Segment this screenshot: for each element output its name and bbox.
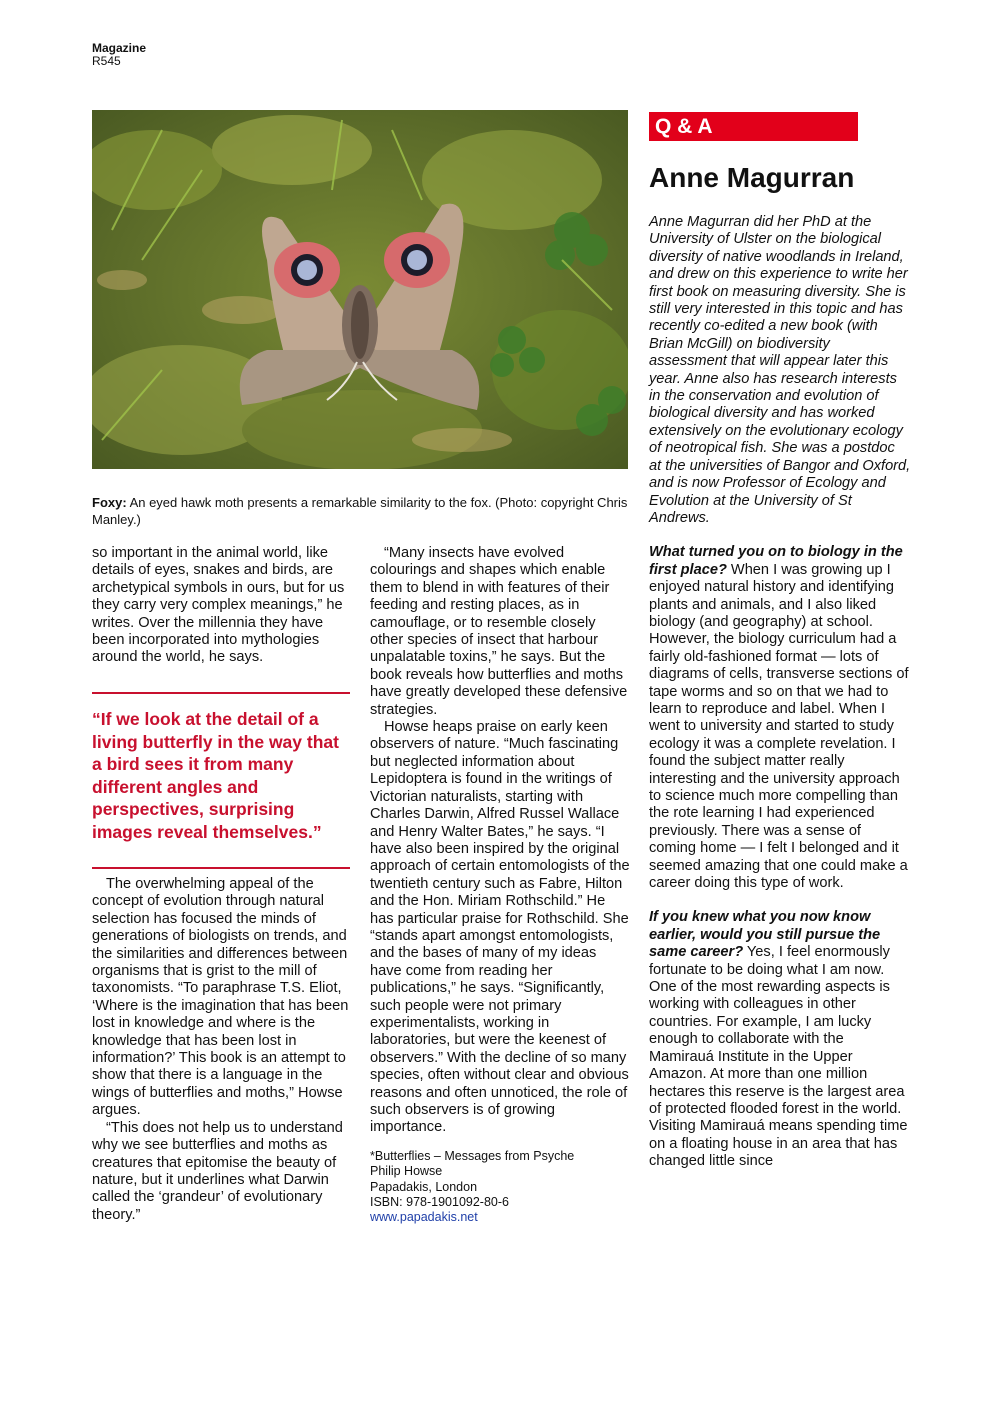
book-isbn: ISBN: 978-1901092-80-6 bbox=[370, 1195, 509, 1210]
book-url-link[interactable]: www.papadakis.net bbox=[370, 1210, 478, 1225]
pull-quote bbox=[92, 692, 350, 869]
book-publisher: Papadakis, London bbox=[370, 1179, 478, 1194]
caption-lead: Foxy: bbox=[92, 495, 127, 510]
page-header bbox=[92, 42, 146, 68]
photo-caption bbox=[92, 494, 637, 528]
question-2: If you knew what you now know earlier, would you still pursue the same career? bbox=[649, 909, 881, 961]
moth-photo bbox=[92, 110, 628, 469]
book-title: *Butterflies – Messages from Psyche bbox=[370, 1148, 575, 1163]
qa-pair-1 bbox=[649, 544, 911, 892]
caption-text: An eyed hawk moth presents a remarkable similarity to the fox. (Photo: copyright Chris Manley.) bbox=[92, 495, 628, 527]
paragraph: “This does not help us to understand why we see butterflies and moths as creatures that epitomise the beauty of nature, but it underlines what Darwin called the ‘grandeur’ of evolutionary theory.” bbox=[92, 1119, 343, 1223]
article-column-2 bbox=[370, 545, 632, 1226]
paragraph: “Many insects have evolved colourings and shapes which enable them to blend in with features of their feeding and resting places, as in camouflage, or to resemble closely other species of insect that harbour unpalatable toxins,” he says. But the book reveals how butterflies and moths have greatly developed these defensive strategies. bbox=[370, 545, 628, 718]
book-details bbox=[370, 1149, 632, 1226]
paragraph: The overwhelming appeal of the concept of evolution through natural selection has focused the minds of generations of biologists on trends, and the similarities and differences between organisms that is grist to the mill of taxonomists. “To paraphrase T.S. Eliot, ‘Where is the imagination that has been lost in knowledge and where is the knowledge that has been lost in information?’ This book is an attempt to show that there is a language in the wings of butterflies and moths,” Howse argues. bbox=[92, 876, 349, 1119]
article-column-1-bottom bbox=[92, 876, 354, 1224]
article-column-1-top bbox=[92, 545, 354, 667]
qa-pair-2 bbox=[649, 909, 911, 1170]
qa-column bbox=[649, 214, 911, 1171]
paragraph: so important in the animal world, like details of eyes, snakes and birds, are archetypical symbols in ours, but for us they carry very complex meanings,” he writes. Over the millennia they have been incorporated into mythologies around the world, he says. bbox=[92, 545, 345, 666]
page-number: R545 bbox=[92, 54, 121, 68]
question-1: What turned you on to biology in the first place? bbox=[649, 544, 903, 578]
answer-1: When I was growing up I enjoyed natural history and identifying plants and animals, and I also liked biology (and geography) at school. However, the biology curriculum had a fairly old-fashioned format — lots of diagrams of cells, transverse sections of tape worms and so on that we had to learn to reproduce and label. When I went to university and started to study ecology it was a complete revelation. I found the subject matter really interesting and the university approach to science much more compelling than the rote learning I had experienced previously. There was a sense of coming home — I felt I belonged and it seemed amazing that one could make a career doing this type of work. bbox=[649, 561, 909, 892]
book-author: Philip Howse bbox=[370, 1164, 443, 1179]
paragraph: Howse heaps praise on early keen observers of nature. “Much fascinating but neglected information about Lepidoptera is found in the writings of Victorian naturalists, starting with Charles Darwin, Alfred Russel Wallace and Henry Walter Bates,” he says. “I have also been inspired by the original approach of certain entomologists of the twentieth century such as Fabre, Hilton and the Hon. Miriam Rothschild.” He has particular praise for Rothschild. She “stands apart amongst entomologists, and the bases of many of my ideas have come from reading her publications,” he says. “Significantly, such people were not primary experimentalists, working in laboratories, but were the keenest of observers.” With the decline of so many species, often without clear and obvious reasons and often unnoticed, the role of such observers is of growing importance. bbox=[370, 719, 630, 1136]
answer-2: Yes, I feel enormously fortunate to be doing what I am now. One of the most rewarding aspects is working with colleagues in other countries. For example, I am lucky enough to collaborate with the Mamirauá Institute in the Upper Amazon. At more than one million hectares this reserve is the largest area of protected flooded forest in the world. Visiting Mamirauá means spending time on a floating house in an area that has changed little since bbox=[649, 944, 908, 1170]
pull-quote-text: “If we look at the detail of a living butterfly in the way that a bird sees it from many different angles and perspectives, surprising images reveal themselves.” bbox=[92, 709, 339, 842]
moth-photo-illustration bbox=[92, 110, 628, 469]
interviewee-name: Anne Magurran bbox=[649, 162, 855, 193]
intro-paragraph: Anne Magurran did her PhD at the University of Ulster on the biological diversity of native woodlands in Ireland, and drew on this experience to write her first book on measuring diversity. She is still very interested in this topic and has recently co-edited a new book (with Brian McGill) on biodiversity assessment that will appear later this year. Anne also has research interests in the conservation and evolution of biological diversity and has worked extensively on the evolutionary ecology of neotropical fish. She was a postdoc at the universities of Bangor and Oxford, and is now Professor of Ecology and Evolution at the University of St Andrews. bbox=[649, 214, 911, 526]
magazine-label: Magazine bbox=[92, 41, 147, 55]
qa-section-label: Q & A bbox=[649, 112, 858, 141]
